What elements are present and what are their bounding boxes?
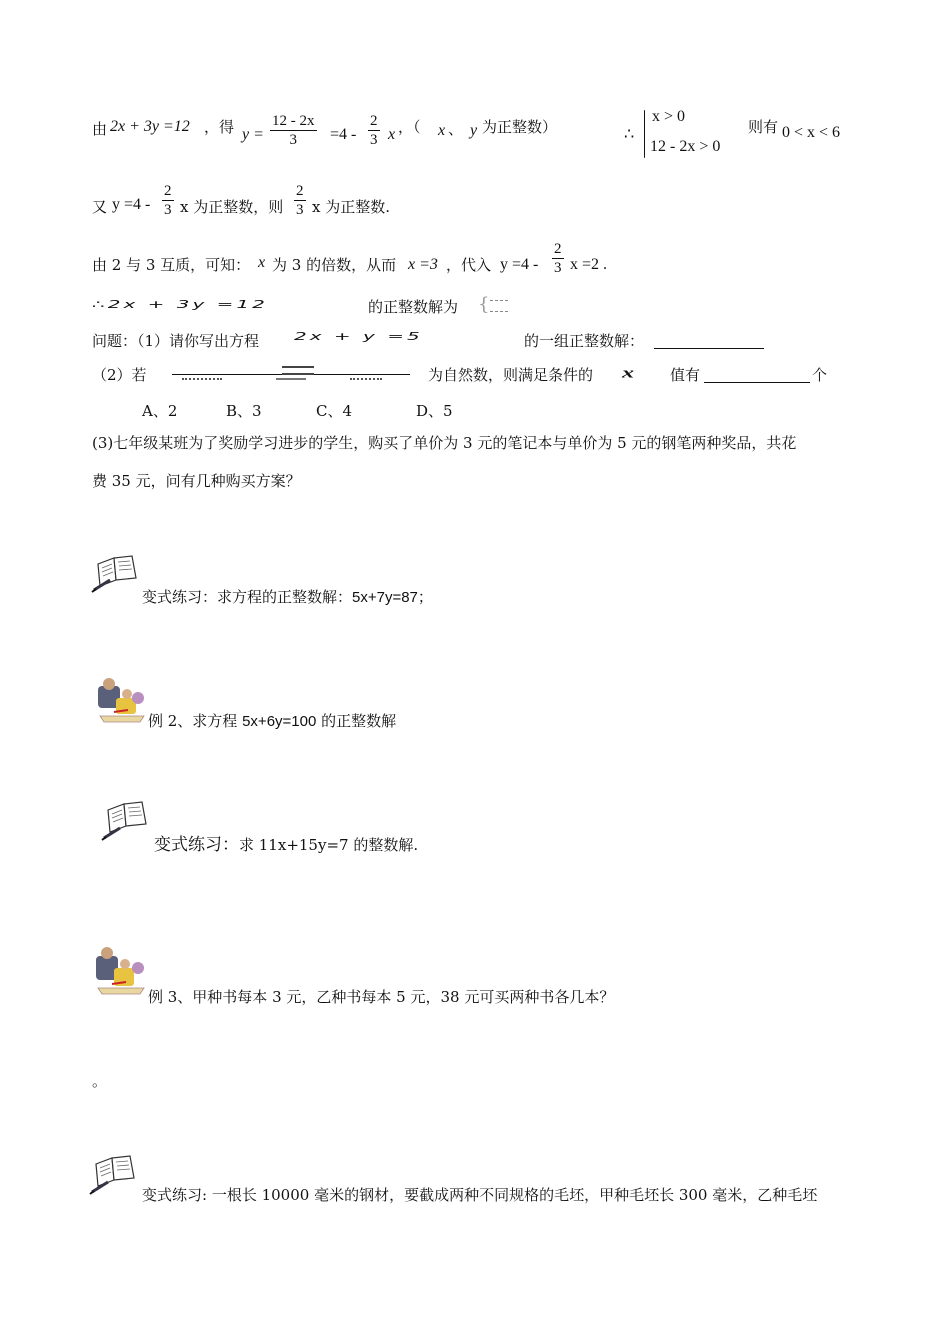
inequality-result: 0 < x < 6 [782, 124, 841, 141]
y-eq: y =4 - [112, 196, 151, 213]
question-1 [92, 330, 792, 354]
option-d[interactable]: D、5 [416, 402, 453, 420]
var-x-big: x [622, 365, 634, 381]
brace-symbol: { [478, 294, 490, 315]
practice-label: 变式练习：求方程的正整数解： [142, 588, 353, 606]
example-label: 例 2、求方程 [148, 712, 243, 730]
practice-1 [142, 586, 433, 607]
text-comma: 、 [448, 120, 464, 138]
therefore-symbol: ∴ [624, 124, 635, 143]
text-value: 值有 [670, 366, 701, 384]
question-label: 问题：（1）请你写出方程 [92, 332, 260, 350]
answer-blank[interactable] [704, 364, 810, 383]
system-top: x > 0 [652, 108, 686, 125]
students-icon [94, 676, 148, 724]
question-3-line-2: 费 35 元，问有几种购买方案？ [92, 472, 301, 490]
students-icon [92, 944, 148, 996]
fraction [552, 240, 564, 277]
practice-equation: 5x+7y=87； [352, 589, 433, 606]
fraction-num: 2 [370, 113, 378, 129]
practice-3: 变式练习: 一根长 10000 毫米的钢材，要截成两种不同规格的毛坯，甲种毛坯长 300 毫米，乙种毛坯 [142, 1186, 818, 1204]
fraction-num: 2 [164, 183, 172, 199]
y-eq: y = [242, 126, 264, 143]
var-x: x [388, 126, 396, 143]
text-1: 由 2 与 3 互质，可知： [92, 256, 251, 274]
fraction-den: 3 [554, 260, 562, 276]
text-mid: x 为正整数，则 [180, 198, 284, 216]
options-row [142, 400, 542, 420]
text-end: x =2 . [570, 256, 608, 273]
y-eq: y =4 - [500, 256, 539, 273]
text-sep: ，得 [204, 118, 235, 136]
fraction-2 [368, 112, 380, 149]
var-y: y [470, 122, 478, 139]
example-2 [148, 710, 396, 731]
system-brace [644, 110, 645, 158]
question-label: （2）若 [92, 366, 147, 384]
question-text: 的一组正整数解： [524, 332, 645, 350]
option-c[interactable]: C、4 [316, 402, 353, 420]
text-end: 个 [812, 366, 828, 384]
option-b[interactable]: B、3 [226, 402, 262, 420]
var-x: x [438, 122, 446, 139]
example-3: 例 3、甲种书每本 3 元，乙种书每本 5 元，38 元可买两种书各几本？ [148, 988, 615, 1006]
text-prefix: 又 [92, 198, 108, 216]
text-end: x 为正整数. [312, 198, 390, 216]
book-icon [88, 1150, 144, 1196]
fraction [162, 182, 174, 219]
practice-text: 求 11x+15y=7 的整数解. [239, 836, 419, 854]
text-then: 则有 [748, 118, 779, 136]
fraction-den: 3 [164, 202, 172, 218]
fraction-den: 3 [370, 132, 378, 148]
fraction-1 [270, 112, 317, 149]
fraction [294, 182, 306, 219]
fraction-num: 2 [296, 183, 304, 199]
fraction-num: 2 [554, 241, 562, 257]
equation: 2x + 3y =12 [110, 118, 190, 135]
period-mark: 。 [92, 1072, 108, 1090]
book-icon [90, 550, 142, 594]
text-solution: 的正整数解为 [368, 298, 459, 316]
practice-2 [154, 830, 418, 855]
question-text: 为自然数，则满足条件的 [428, 366, 594, 384]
question-3-line-1: (3)七年级某班为了奖励学习进步的学生，购买了单价为 3 元的笔记本与单价为 5 元的钢笔两种奖品，共花 [92, 434, 797, 452]
example-equation: 5x+6y=100 [242, 713, 317, 730]
example-end: 的正整数解 [316, 712, 397, 730]
solution-pair-placeholder [490, 300, 508, 312]
var-x: x [258, 254, 266, 271]
paren-open: ，（ [398, 118, 421, 136]
practice-label: 变式练习： [154, 835, 239, 855]
equation-big: ∴2x + 3y =12 [92, 297, 268, 311]
paren-close: 为正整数） [482, 118, 558, 136]
fraction-den: 3 [289, 132, 297, 148]
option-a[interactable]: A、2 [142, 402, 178, 420]
system-bottom: 12 - 2x > 0 [650, 138, 721, 155]
fraction-num: 12 - 2x [272, 113, 315, 129]
text-2: 为 3 的倍数，从而 [272, 256, 397, 274]
equation-big: 2x + y =5 [294, 329, 423, 343]
fraction-den: 3 [296, 202, 304, 218]
text-3: ，代入 [446, 256, 492, 274]
book-icon [100, 796, 154, 842]
x-eq: x =3 [408, 256, 438, 273]
eq-rest: =4 - [330, 126, 357, 143]
answer-blank[interactable] [654, 330, 764, 349]
text-prefix: 由 [92, 120, 108, 138]
fraction-image [172, 364, 410, 384]
question-2 [92, 364, 852, 390]
